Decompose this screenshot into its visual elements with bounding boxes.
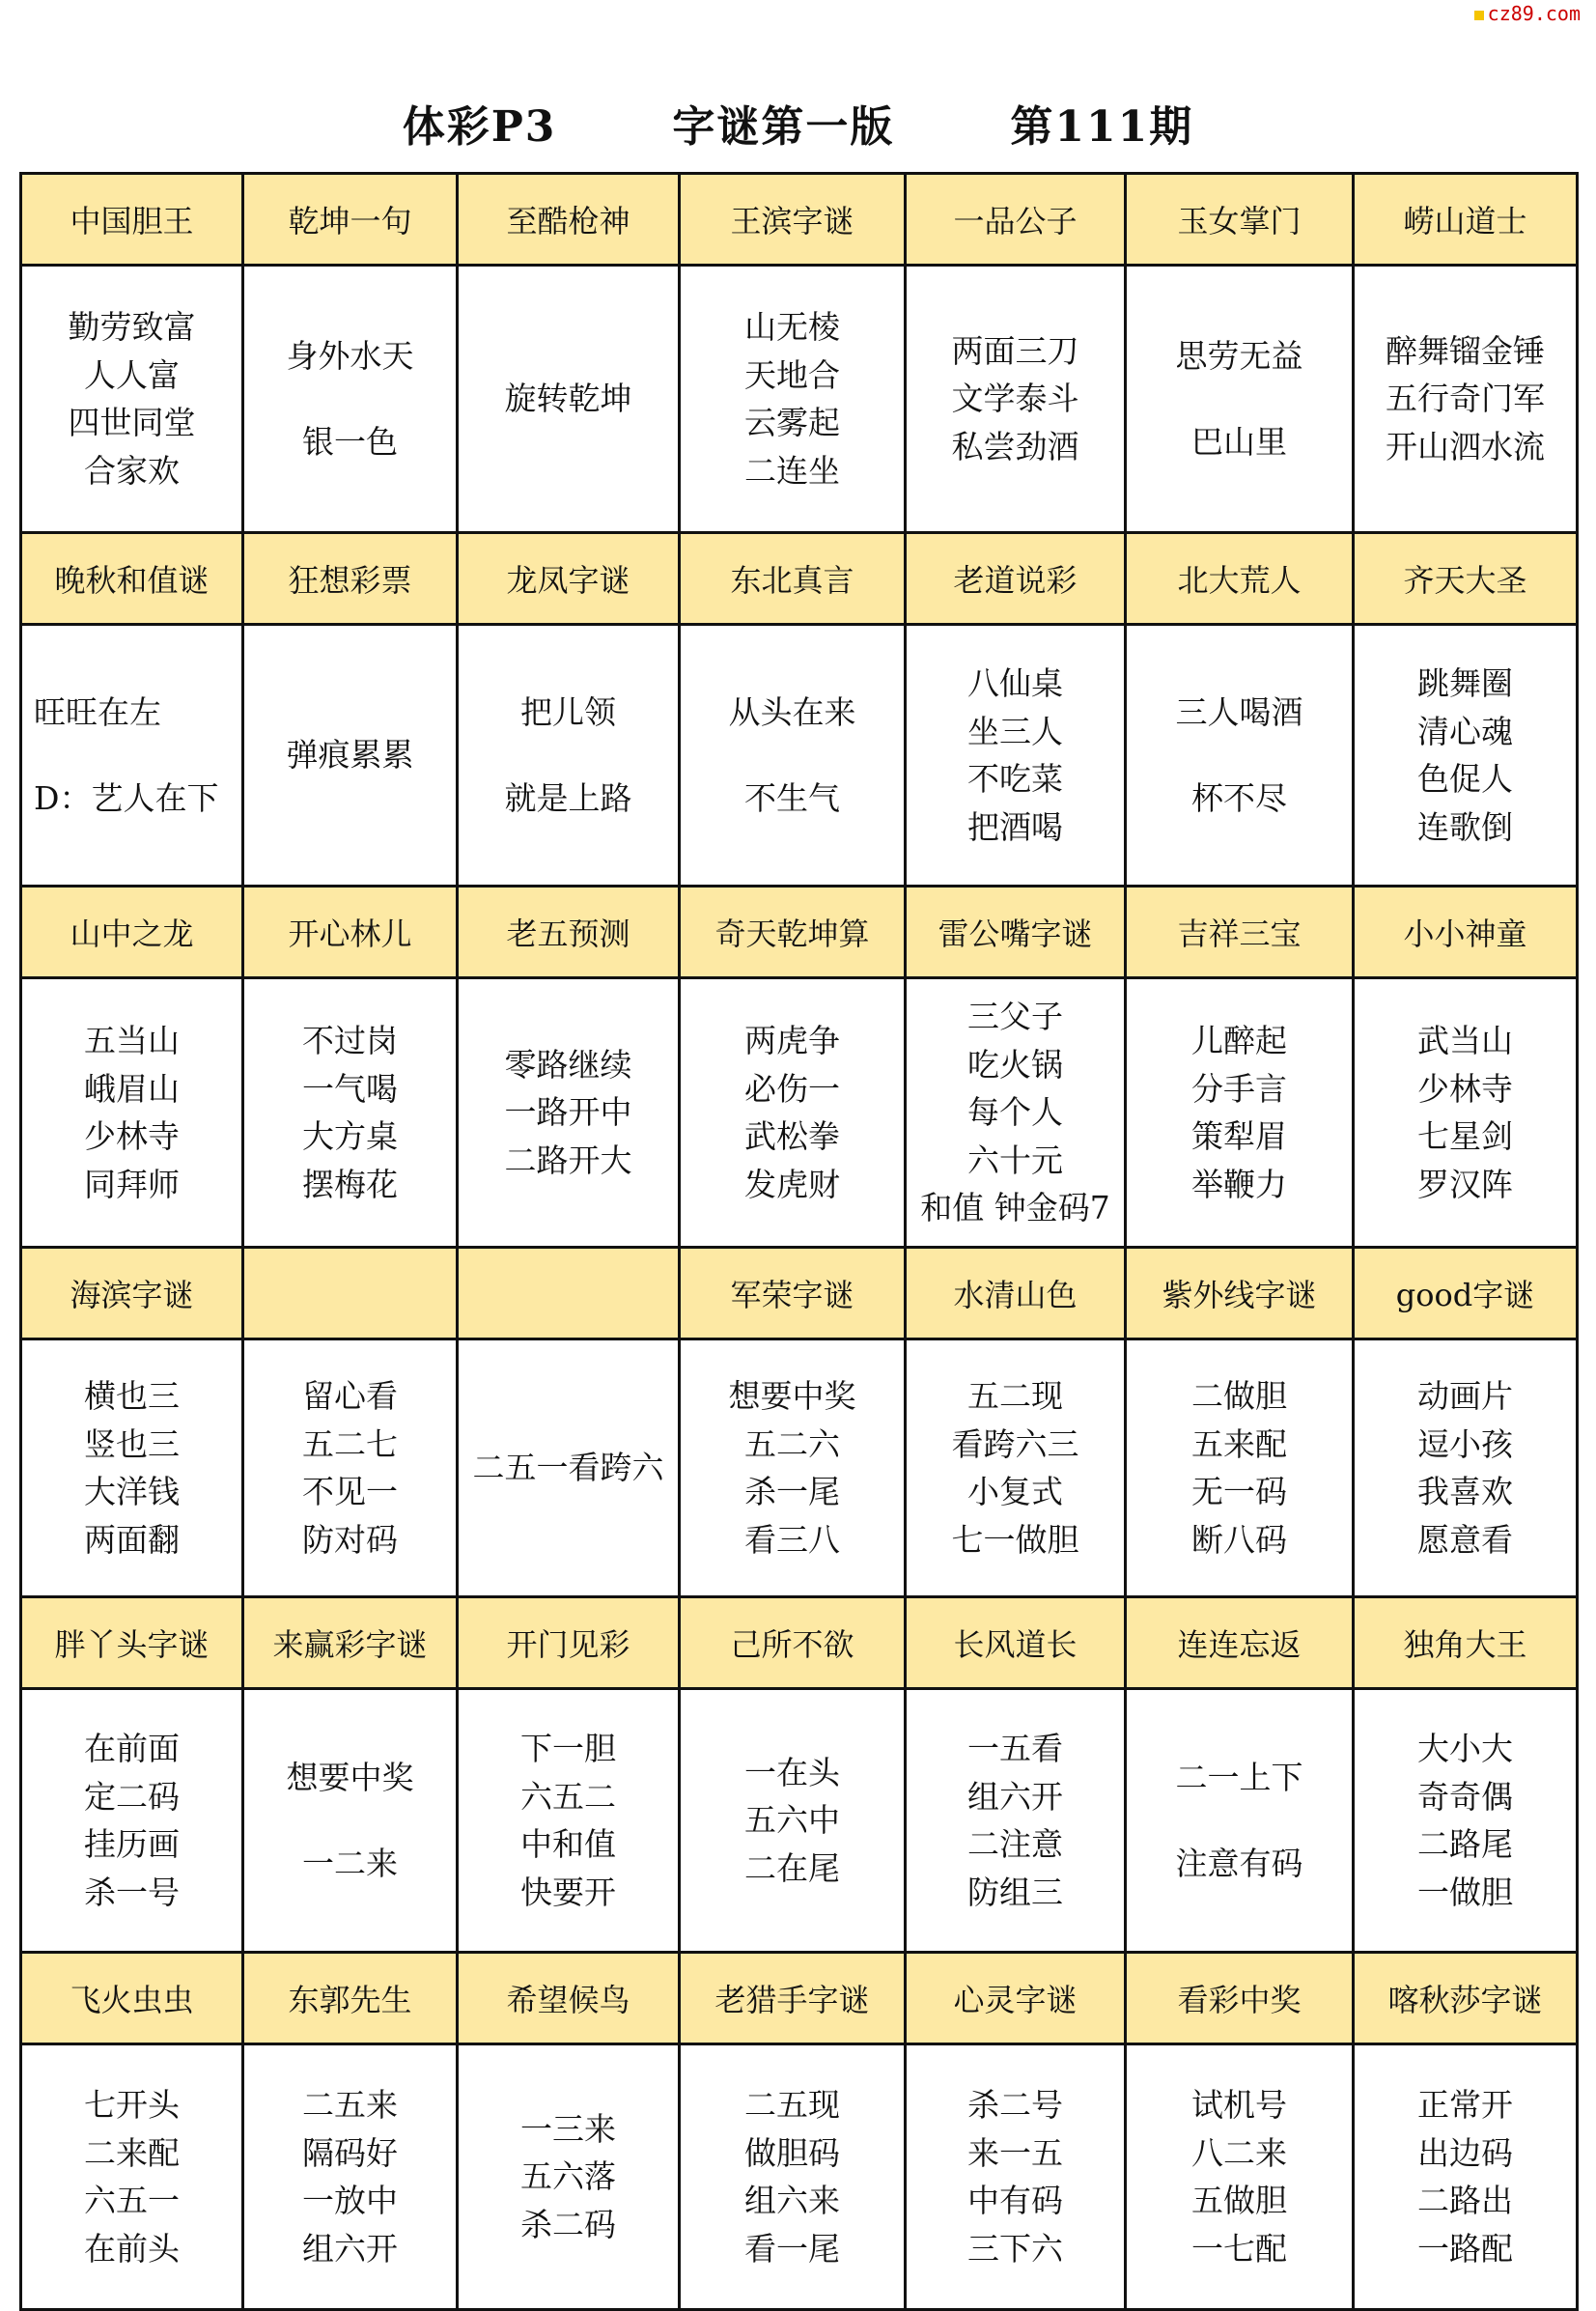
riddle-line: 五行奇门军	[1386, 380, 1545, 418]
riddle-line: 三人喝酒	[1175, 692, 1303, 731]
riddle-line: 杀一尾	[744, 1473, 840, 1510]
riddle-line: 横也三	[84, 1377, 180, 1415]
riddle-line: 两面三刀	[951, 331, 1079, 370]
riddle-cell	[906, 978, 1126, 1248]
author-name-cell: 紫外线字谜	[1126, 1248, 1354, 1339]
riddle-row	[21, 1339, 1578, 1597]
riddle-line: 摆梅花	[302, 1165, 398, 1203]
riddle-cell	[906, 625, 1126, 887]
author-name-cell: 雷公嘴字谜	[906, 887, 1126, 978]
riddle-line: 定二码	[84, 1777, 180, 1816]
riddle-line: 人人富	[84, 355, 180, 394]
riddle-cell	[1126, 2044, 1354, 2310]
author-name-cell: 军荣字谜	[680, 1248, 906, 1339]
riddle-cell	[1354, 1339, 1578, 1597]
riddle-line: 举鞭力	[1191, 1165, 1287, 1203]
riddle-line: 一路开中	[504, 1093, 632, 1132]
riddle-cell	[243, 1339, 458, 1597]
site-watermark: cz89.com	[1470, 2, 1584, 25]
riddle-line: 两面翻	[84, 1520, 180, 1559]
header-row	[21, 174, 1578, 266]
riddle-line: 就是上路	[504, 779, 632, 817]
riddle-cell	[21, 1339, 243, 1597]
riddle-line: 中有码	[967, 2182, 1063, 2219]
riddle-cell	[458, 266, 680, 533]
riddle-line: 旋转乾坤	[504, 380, 632, 418]
riddle-cell	[243, 266, 458, 533]
author-name-cell: 开门见彩	[458, 1597, 680, 1689]
riddle-line: 下一胆	[520, 1730, 616, 1767]
riddle-row	[21, 2044, 1578, 2310]
riddle-line: 不生气	[744, 779, 840, 817]
riddle-line: 三父子	[967, 998, 1063, 1036]
riddle-line: 零路继续	[504, 1045, 632, 1084]
riddle-line: 正常开	[1417, 2086, 1513, 2124]
riddle-cell	[906, 1339, 1126, 1597]
author-name-cell: 北大荒人	[1126, 533, 1354, 625]
riddle-line: 看三八	[744, 1520, 840, 1559]
riddle-line: 把酒喝	[967, 807, 1063, 846]
riddle-line: 八仙桌	[967, 664, 1063, 702]
riddle-line: 色促人	[1417, 760, 1513, 798]
riddle-line: 中和值	[520, 1825, 616, 1863]
header-row	[21, 1248, 1578, 1339]
riddle-line: 五当山	[84, 1022, 180, 1059]
riddle-line: 巴山里	[1191, 423, 1287, 461]
page-title	[0, 92, 1596, 154]
riddle-line: 私尝劲酒	[951, 427, 1079, 465]
riddle-cell	[1126, 625, 1354, 887]
riddle-line: 同拜师	[84, 1165, 180, 1203]
riddle-line: 出边码	[1417, 2133, 1513, 2172]
riddle-line: 逗小孩	[1417, 1424, 1513, 1463]
riddle-line: 动画片	[1417, 1377, 1513, 1415]
header-row	[21, 1953, 1578, 2044]
riddle-cell	[21, 266, 243, 533]
riddle-table	[19, 172, 1579, 2311]
riddle-cell	[1354, 266, 1578, 533]
author-name-cell: 东北真言	[680, 533, 906, 625]
riddle-line: 峨眉山	[84, 1069, 180, 1108]
riddle-line: 二五现	[744, 2086, 840, 2124]
riddle-line: 身外水天	[286, 336, 414, 375]
author-name-cell: 胖丫头字谜	[21, 1597, 243, 1689]
riddle-line: 在前头	[84, 2229, 180, 2268]
riddle-line: 五二现	[967, 1377, 1063, 1415]
author-name-cell: 己所不欲	[680, 1597, 906, 1689]
riddle-cell	[906, 1689, 1126, 1953]
riddle-line: 合家欢	[84, 451, 180, 490]
riddle-line: 无一码	[1191, 1473, 1287, 1510]
riddle-line: 五来配	[1191, 1424, 1287, 1463]
riddle-line: 分手言	[1191, 1069, 1287, 1108]
riddle-line: 快要开	[520, 1873, 616, 1911]
riddle-cell	[1354, 978, 1578, 1248]
riddle-line: 断八码	[1191, 1520, 1287, 1559]
riddle-cell	[1354, 625, 1578, 887]
watermark-dot-icon	[1474, 11, 1484, 20]
author-name-cell: 独角大王	[1354, 1597, 1578, 1689]
riddle-line: 清心魂	[1417, 712, 1513, 750]
riddle-line: 文学泰斗	[951, 380, 1079, 418]
riddle-line: 每个人	[967, 1093, 1063, 1132]
author-name-cell: 水清山色	[906, 1248, 1126, 1339]
riddle-line: 二做胆	[1191, 1377, 1287, 1415]
riddle-line: 连歌倒	[1417, 807, 1513, 846]
riddle-line: 二连坐	[744, 451, 840, 490]
riddle-line	[1131, 736, 1348, 775]
riddle-cell	[680, 2044, 906, 2310]
riddle-row	[21, 266, 1578, 533]
riddle-table-body	[21, 174, 1578, 2310]
riddle-line: 在前面	[84, 1730, 180, 1767]
riddle-cell	[1126, 266, 1354, 533]
riddle-line: 把儿领	[520, 692, 616, 731]
author-name-cell: 东郭先生	[243, 1953, 458, 2044]
riddle-cell	[680, 978, 906, 1248]
riddle-line	[1131, 1801, 1348, 1840]
riddle-cell	[243, 625, 458, 887]
author-name-cell	[243, 1248, 458, 1339]
header-row	[21, 533, 1578, 625]
author-name-cell: 来赢彩字谜	[243, 1597, 458, 1689]
riddle-line: 组六来	[744, 2182, 840, 2219]
author-name-cell: 乾坤一句	[243, 174, 458, 266]
author-name-cell: 一品公子	[906, 174, 1126, 266]
author-name-cell: 中国胆王	[21, 174, 243, 266]
author-name-cell: 山中之龙	[21, 887, 243, 978]
riddle-line: 一气喝	[302, 1069, 398, 1108]
author-name-cell: 崂山道士	[1354, 174, 1578, 266]
riddle-line: 武当山	[1417, 1022, 1513, 1059]
author-name-cell: 看彩中奖	[1126, 1953, 1354, 2044]
riddle-line: 必伤一	[744, 1069, 840, 1108]
riddle-line: 少林寺	[1417, 1069, 1513, 1108]
riddle-line	[248, 1801, 452, 1840]
riddle-line: 七开头	[84, 2086, 180, 2124]
author-name-cell: 飞火虫虫	[21, 1953, 243, 2044]
title-lottery: 体彩P3	[402, 102, 557, 152]
riddle-cell	[680, 266, 906, 533]
riddle-line: 小复式	[967, 1473, 1063, 1510]
riddle-row	[21, 1689, 1578, 1953]
riddle-line: 弹痕累累	[286, 736, 414, 775]
riddle-cell	[1126, 1339, 1354, 1597]
riddle-line: 大小大	[1417, 1730, 1513, 1767]
riddle-line: 少林寺	[84, 1117, 180, 1155]
riddle-line: 杀一号	[84, 1873, 180, 1911]
riddle-line: 我喜欢	[1417, 1473, 1513, 1510]
author-name-cell: 心灵字谜	[906, 1953, 1126, 2044]
riddle-cell	[458, 1689, 680, 1953]
author-name-cell: 老五预测	[458, 887, 680, 978]
riddle-line: 坐三人	[967, 712, 1063, 750]
riddle-cell	[680, 625, 906, 887]
riddle-line: 杯不尽	[1191, 779, 1287, 817]
riddle-line	[34, 736, 238, 775]
riddle-line: 愿意看	[1417, 1520, 1513, 1559]
riddle-line: 奇奇偶	[1417, 1777, 1513, 1816]
author-name-cell: 奇天乾坤算	[680, 887, 906, 978]
riddle-cell	[458, 978, 680, 1248]
riddle-cell	[680, 1689, 906, 1953]
author-name-cell: 长风道长	[906, 1597, 1126, 1689]
header-row	[21, 1597, 1578, 1689]
riddle-line: 思劳无益	[1175, 336, 1303, 375]
riddle-line: 跳舞圈	[1417, 664, 1513, 702]
riddle-line: 七星剑	[1417, 1117, 1513, 1155]
author-name-cell: good字谜	[1354, 1248, 1578, 1339]
riddle-line: 六五二	[520, 1777, 616, 1816]
riddle-line: 一做胆	[1417, 1873, 1513, 1911]
riddle-line: 隔码好	[302, 2133, 398, 2172]
riddle-line: 二注意	[967, 1825, 1063, 1863]
riddle-line: 大洋钱	[84, 1473, 180, 1510]
riddle-line: 勤劳致富	[68, 308, 196, 346]
riddle-line: 一五看	[967, 1730, 1063, 1767]
riddle-cell	[1126, 1689, 1354, 1953]
riddle-cell	[243, 1689, 458, 1953]
riddle-line: 旺旺在左	[34, 692, 161, 731]
author-name-cell: 吉祥三宝	[1126, 887, 1354, 978]
riddle-line: 二在尾	[744, 1848, 840, 1887]
riddle-line	[462, 736, 674, 775]
riddle-line: 五二七	[302, 1424, 398, 1463]
riddle-line: 罗汉阵	[1417, 1165, 1513, 1203]
riddle-row	[21, 978, 1578, 1248]
riddle-line: 不过岗	[302, 1022, 398, 1059]
author-name-cell: 晚秋和值谜	[21, 533, 243, 625]
riddle-line: 七一做胆	[951, 1520, 1079, 1559]
riddle-line: 开山泗水流	[1386, 427, 1545, 465]
riddle-cell	[458, 1339, 680, 1597]
riddle-line: 二路开大	[504, 1141, 632, 1179]
author-name-cell: 老道说彩	[906, 533, 1126, 625]
riddle-line: 一七配	[1191, 2229, 1287, 2268]
author-name-cell: 至酷枪神	[458, 174, 680, 266]
author-name-cell: 老猎手字谜	[680, 1953, 906, 2044]
riddle-line: 杀二码	[520, 2205, 616, 2243]
riddle-line: 五做胆	[1191, 2182, 1287, 2219]
riddle-line: 想要中奖	[286, 1758, 414, 1796]
riddle-line: 组六开	[302, 2229, 398, 2268]
riddle-line: 六十元	[967, 1141, 1063, 1179]
header-row	[21, 887, 1578, 978]
riddle-cell	[1126, 978, 1354, 1248]
riddle-line: 银一色	[302, 423, 398, 461]
riddle-line: 看一尾	[744, 2229, 840, 2268]
author-name-cell: 齐天大圣	[1354, 533, 1578, 625]
riddle-line: 二来配	[84, 2133, 180, 2172]
riddle-row	[21, 625, 1578, 887]
riddle-cell	[21, 625, 243, 887]
riddle-cell	[906, 2044, 1126, 2310]
author-name-cell: 连连忘返	[1126, 1597, 1354, 1689]
riddle-line: 五六中	[744, 1801, 840, 1840]
author-name-cell: 狂想彩票	[243, 533, 458, 625]
riddle-line: 儿醉起	[1191, 1022, 1287, 1059]
riddle-line: 武松拳	[744, 1117, 840, 1155]
riddle-line: 组六开	[967, 1777, 1063, 1816]
riddle-line	[685, 736, 900, 775]
riddle-line: 二五一看跨六	[472, 1449, 664, 1487]
riddle-cell	[1354, 1689, 1578, 1953]
author-name-cell: 玉女掌门	[1126, 174, 1354, 266]
riddle-line: 两虎争	[744, 1022, 840, 1059]
riddle-cell	[1354, 2044, 1578, 2310]
riddle-line: 二一上下	[1175, 1758, 1303, 1796]
author-name-cell: 希望候鸟	[458, 1953, 680, 2044]
riddle-cell	[21, 978, 243, 1248]
riddle-line: 醉舞镏金锤	[1386, 331, 1545, 370]
riddle-line: 发虎财	[744, 1165, 840, 1203]
riddle-line: 做胆码	[744, 2133, 840, 2172]
riddle-line: 注意有码	[1175, 1845, 1303, 1882]
author-name-cell	[458, 1248, 680, 1339]
riddle-line: 竖也三	[84, 1424, 180, 1463]
riddle-line: 策犁眉	[1191, 1117, 1287, 1155]
riddle-cell	[680, 1339, 906, 1597]
riddle-line: 防对码	[302, 1520, 398, 1559]
author-name-cell: 喀秋莎字谜	[1354, 1953, 1578, 2044]
riddle-line: D：艺人在下	[34, 779, 219, 817]
title-issue: 第111期	[1010, 102, 1194, 152]
riddle-cell	[21, 2044, 243, 2310]
riddle-line: 不见一	[302, 1473, 398, 1510]
riddle-cell	[458, 2044, 680, 2310]
riddle-line: 一路配	[1417, 2229, 1513, 2268]
riddle-line: 一放中	[302, 2182, 398, 2219]
riddle-line: 一二来	[302, 1845, 398, 1882]
riddle-line: 云雾起	[744, 404, 840, 441]
riddle-line: 想要中奖	[728, 1377, 856, 1415]
riddle-line: 试机号	[1191, 2086, 1287, 2124]
riddle-line: 五二六	[744, 1424, 840, 1463]
riddle-line: 一三来	[520, 2109, 616, 2148]
riddle-cell	[21, 1689, 243, 1953]
author-name-cell: 王滨字谜	[680, 174, 906, 266]
riddle-line: 二五来	[302, 2086, 398, 2124]
riddle-cell	[458, 625, 680, 887]
riddle-cell	[243, 2044, 458, 2310]
riddle-line: 八二来	[1191, 2133, 1287, 2172]
riddle-line: 从头在来	[728, 692, 856, 731]
riddle-line: 山无棱	[744, 308, 840, 346]
riddle-line: 吃火锅	[967, 1045, 1063, 1084]
riddle-line	[248, 380, 452, 418]
author-name-cell: 龙凤字谜	[458, 533, 680, 625]
riddle-line: 天地合	[744, 355, 840, 394]
riddle-line: 不吃菜	[967, 760, 1063, 798]
riddle-line: 三下六	[967, 2229, 1063, 2268]
author-name-cell: 小小神童	[1354, 887, 1578, 978]
riddle-line: 和值 钟金码7	[920, 1189, 1110, 1227]
riddle-cell	[243, 978, 458, 1248]
riddle-line: 看跨六三	[951, 1424, 1079, 1463]
riddle-line	[1131, 380, 1348, 418]
riddle-line: 防组三	[967, 1873, 1063, 1911]
riddle-line: 来一五	[967, 2133, 1063, 2172]
riddle-line: 五六落	[520, 2157, 616, 2196]
riddle-line: 留心看	[302, 1377, 398, 1415]
author-name-cell: 海滨字谜	[21, 1248, 243, 1339]
riddle-line: 大方桌	[302, 1117, 398, 1155]
title-edition: 字谜第一版	[672, 102, 895, 152]
author-name-cell: 开心林儿	[243, 887, 458, 978]
riddle-line: 二路尾	[1417, 1825, 1513, 1863]
riddle-line: 六五一	[84, 2182, 180, 2219]
riddle-line: 一在头	[744, 1753, 840, 1791]
riddle-line: 二路出	[1417, 2182, 1513, 2219]
riddle-line: 四世同堂	[68, 404, 196, 441]
riddle-line: 杀二号	[967, 2086, 1063, 2124]
riddle-cell	[906, 266, 1126, 533]
riddle-line: 挂历画	[84, 1825, 180, 1863]
